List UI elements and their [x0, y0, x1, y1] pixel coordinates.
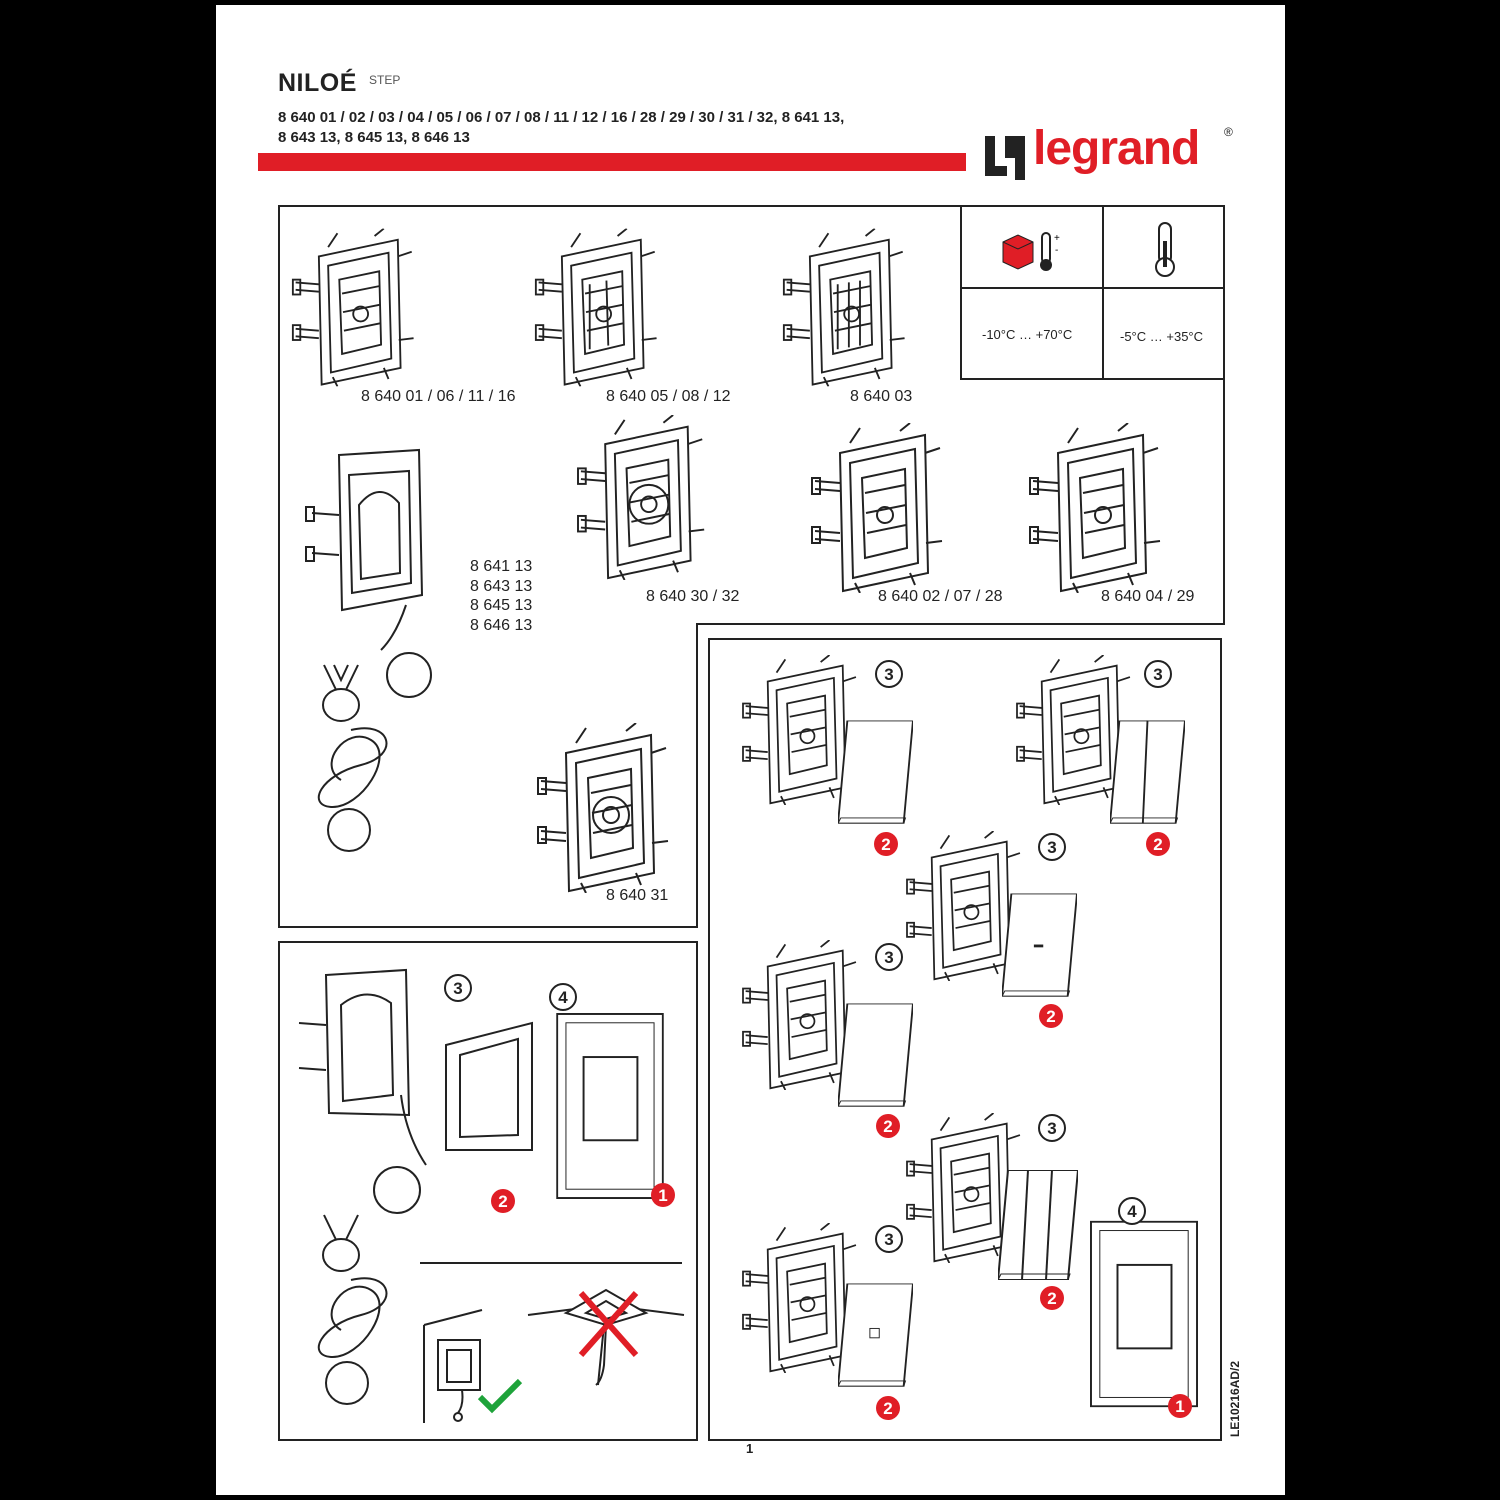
product-label-1: 8 640 01 / 06 / 11 / 16	[361, 388, 516, 405]
cord-coil-illustration	[301, 725, 411, 815]
pull-cord-cover-frame	[554, 1013, 666, 1199]
step-3-badge-d	[874, 942, 904, 972]
product-label-2: 8 640 05 / 08 / 12	[606, 388, 731, 405]
install-plate-b	[1110, 717, 1185, 827]
svg-text:2: 2	[881, 835, 891, 854]
pull-cord-code-3: 8 645 13	[470, 597, 533, 614]
svg-text:1: 1	[1175, 1397, 1185, 1416]
storage-temperature: -10°C … +70°C	[982, 327, 1073, 342]
svg-text:2: 2	[1046, 1007, 1056, 1026]
product-label-5: 8 640 30 / 32	[646, 588, 740, 605]
svg-text:2: 2	[1153, 835, 1163, 854]
instruction-sheet	[216, 5, 1285, 1495]
mechanism-illustration-2	[534, 225, 664, 390]
step-1-badge-right	[1167, 1393, 1193, 1419]
pull-cord-install-coil	[301, 1275, 411, 1365]
mechanism-illustration-1	[291, 225, 421, 390]
svg-text:4: 4	[558, 988, 568, 1007]
pull-cord-adapter-frame	[442, 1015, 534, 1155]
svg-text:3: 3	[1047, 838, 1057, 857]
step-3-badge-f	[874, 1224, 904, 1254]
step-2-badge-f	[875, 1395, 901, 1421]
step-2-badge-e	[1039, 1285, 1065, 1311]
registered-mark: ®	[1224, 125, 1233, 139]
svg-text:1: 1	[658, 1186, 668, 1205]
svg-text:2: 2	[883, 1117, 893, 1136]
install-plate-a	[838, 717, 913, 827]
step-3-badge-e	[1037, 1113, 1067, 1143]
mechanism-illustration-8	[536, 723, 676, 893]
box-thermometer-icon	[998, 227, 1068, 277]
cord-end-knob	[324, 805, 374, 855]
section-divider	[420, 1262, 682, 1264]
legrand-wordmark: legrand	[1033, 122, 1200, 175]
svg-text:4: 4	[1127, 1202, 1137, 1221]
step-1-badge-left	[650, 1182, 676, 1208]
step-3-badge-c	[1037, 832, 1067, 862]
temperature-table	[960, 205, 1225, 380]
product-subtitle: STEP	[369, 73, 401, 87]
product-label-6: 8 640 02 / 07 / 28	[878, 588, 1003, 605]
svg-text:3: 3	[1047, 1119, 1057, 1138]
install-plate-e	[998, 1170, 1078, 1280]
svg-text:3: 3	[453, 979, 463, 998]
document-reference: LE10216AD/2	[1228, 1360, 1242, 1437]
pull-cord-code-2: 8 643 13	[470, 577, 533, 595]
incorrect-ceiling-mount-illustration	[526, 1285, 686, 1395]
thermometer-icon	[1150, 221, 1180, 281]
pull-cord-install-illustration	[291, 965, 416, 1115]
checkmark-icon	[476, 1377, 526, 1417]
pull-cord-code-1: 8 641 13	[470, 558, 533, 575]
product-label-8: 8 640 31	[606, 887, 669, 904]
mechanism-illustration-6	[810, 423, 950, 593]
step-3-badge-b	[1143, 659, 1173, 689]
step-4-badge-right	[1117, 1196, 1147, 1226]
pull-cord-knob	[384, 650, 434, 700]
product-label-3: 8 640 03	[850, 388, 913, 405]
svg-text:2: 2	[1047, 1289, 1057, 1308]
legrand-logo-mark	[981, 128, 1041, 188]
step-3-badge-a	[874, 659, 904, 689]
svg-text:+: +	[1054, 233, 1060, 244]
svg-text:2: 2	[498, 1192, 508, 1211]
svg-text:2: 2	[883, 1399, 893, 1418]
step-4-badge-left	[548, 982, 578, 1012]
install-frame-right	[1090, 1220, 1198, 1408]
step-2-badge-a	[873, 831, 899, 857]
pull-cord-install-knob	[370, 1163, 425, 1218]
svg-text:3: 3	[1153, 665, 1163, 684]
page-number: 1	[746, 1441, 754, 1456]
legrand-logo	[981, 123, 1261, 193]
pull-cord-install-end-knob	[322, 1358, 372, 1408]
table-divider-vertical	[1102, 207, 1104, 378]
svg-text:3: 3	[884, 948, 894, 967]
header-red-bar	[258, 153, 966, 171]
reference-codes-line-1: 8 640 01 / 02 / 03 / 04 / 05 / 06 / 07 / 08 / 11 / 12 / 16 / 28 / 29 / 30 / 31 / 32, 8 641 13,	[278, 109, 845, 126]
mechanism-illustration-7	[1028, 423, 1168, 593]
product-title: NILOÉ	[278, 69, 357, 97]
pull-cord-codes	[470, 557, 532, 635]
install-plate-d	[838, 1000, 913, 1110]
mechanism-illustration-3	[782, 225, 912, 390]
step-3-badge-left	[443, 973, 473, 1003]
step-2-badge-left	[490, 1188, 516, 1214]
operating-temperature: -5°C … +35°C	[1120, 329, 1204, 344]
step-2-badge-b	[1145, 831, 1171, 857]
pull-cord-install-clip	[316, 1210, 376, 1280]
step-2-badge-c	[1038, 1003, 1064, 1029]
svg-text:3: 3	[884, 1230, 894, 1249]
product-label-7: 8 640 04 / 29	[1101, 588, 1195, 605]
pull-cord-switch-illustration	[304, 445, 424, 615]
install-plate-f	[838, 1280, 913, 1390]
pull-cord-code-4: 8 646 13	[470, 616, 533, 634]
svg-text:3: 3	[884, 665, 894, 684]
table-divider-horizontal	[962, 287, 1223, 289]
step-2-badge-d	[875, 1113, 901, 1139]
cord-clip-illustration	[316, 660, 376, 730]
install-plate-c	[1002, 890, 1077, 1000]
reference-codes-line-2: 8 643 13, 8 645 13, 8 646 13	[278, 129, 470, 146]
svg-text:-: -	[1055, 245, 1059, 256]
socket-mechanism-illustration	[574, 415, 714, 580]
